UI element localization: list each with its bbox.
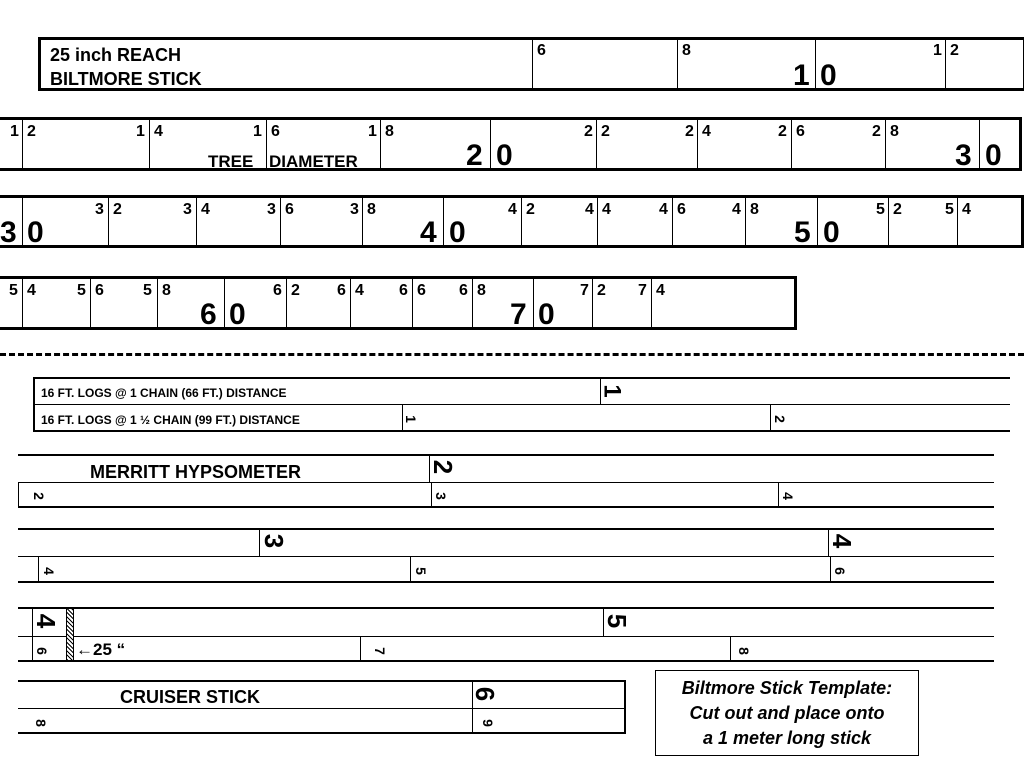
- tick-18: [380, 120, 381, 168]
- tick-label: 4: [656, 282, 665, 299]
- tick-label: 2: [893, 201, 902, 218]
- tick-label: 4: [732, 201, 741, 218]
- tick-66: [412, 279, 413, 327]
- tick-26: [791, 120, 792, 168]
- note-line1: Biltmore Stick Template:: [681, 678, 893, 698]
- tick-label: 2: [950, 42, 959, 59]
- log-row2-label: 16 FT. LOGS @ 1 ½ CHAIN (99 FT.) DISTANCE: [41, 413, 300, 427]
- merritt-bottom-mark: 3: [432, 492, 449, 500]
- merritt-tick: [830, 557, 831, 581]
- tick-label: 4: [659, 201, 668, 218]
- cruiser-bottom-mark: 8: [32, 719, 49, 727]
- merritt-bottom-mark: 5: [412, 567, 429, 575]
- tick-label: 5: [9, 282, 18, 299]
- merritt-strip-1: [18, 454, 994, 508]
- tick-label: 4: [508, 201, 517, 218]
- merritt-tick: [38, 557, 39, 581]
- tick-56: [90, 279, 91, 327]
- tick-label: 4: [355, 282, 364, 299]
- tick-54: [957, 198, 958, 245]
- tick-label: 6: [796, 123, 805, 140]
- log-strip: [33, 377, 1010, 432]
- merritt-tick: [778, 483, 779, 506]
- merritt-top-mark: 4: [827, 533, 858, 549]
- cruiser-top-mark: 6: [470, 686, 501, 702]
- tick-12: [945, 40, 946, 88]
- tick-6: [532, 40, 533, 88]
- tick-38: [362, 198, 363, 245]
- merritt-tick: [410, 557, 411, 581]
- big-digit: 0: [449, 216, 466, 249]
- tick-label: 4: [585, 201, 594, 218]
- 25-inch-mark: [66, 609, 74, 660]
- tick-22: [596, 120, 597, 168]
- tick-label: 2: [27, 123, 36, 140]
- tick-28: [885, 120, 886, 168]
- tick-34: [196, 198, 197, 245]
- tick-label: 3: [350, 201, 359, 218]
- tick-label: 5: [876, 201, 885, 218]
- tick-72: [592, 279, 593, 327]
- tick-74: [651, 279, 652, 327]
- tick-label: 1: [368, 123, 377, 140]
- big-digit: 0: [229, 298, 246, 331]
- tick-30: [979, 120, 980, 168]
- merritt-strip-2: [18, 528, 994, 583]
- merritt-top-mark: 4: [31, 613, 62, 629]
- big-digit: 6: [200, 298, 217, 331]
- diameter-label: DIAMETER: [269, 152, 358, 171]
- tick-label: 8: [367, 201, 376, 218]
- tick-label: 8: [477, 282, 486, 299]
- log-row1-mark: 1: [598, 384, 626, 398]
- tick-46: [672, 198, 673, 245]
- merritt-strip-3: [18, 607, 994, 662]
- merritt-bottom-mark: 4: [40, 567, 57, 575]
- tick-62: [286, 279, 287, 327]
- tick-label: 2: [601, 123, 610, 140]
- tick-label: 6: [337, 282, 346, 299]
- tick-label: 5: [77, 282, 86, 299]
- instruction-note: [655, 670, 919, 756]
- merritt-top-mark: 3: [259, 533, 290, 549]
- tick-label: 1: [136, 123, 145, 140]
- log-divider: [35, 404, 1010, 405]
- tick-label: 7: [638, 282, 647, 299]
- note-line2: Cut out and place onto: [689, 703, 885, 723]
- merritt-tick: [360, 637, 361, 660]
- tick-label: 2: [113, 201, 122, 218]
- tick-label: 6: [537, 42, 546, 59]
- tick-label: 6: [399, 282, 408, 299]
- merritt-bottom-mark: 8: [735, 647, 752, 655]
- tick-16: [266, 120, 267, 168]
- cruiser-divider: [18, 708, 624, 709]
- tick-label: 5: [945, 201, 954, 218]
- tick-label: 6: [271, 123, 280, 140]
- big-digit: 3: [0, 216, 17, 249]
- tick-24: [697, 120, 698, 168]
- tick-label: 4: [154, 123, 163, 140]
- tick-label: 7: [580, 282, 589, 299]
- biltmore-header-line1: 25 inch REACH: [50, 45, 182, 65]
- merritt-divider: [18, 556, 994, 557]
- tick-48: [745, 198, 746, 245]
- merritt-bottom-mark: 6: [33, 647, 50, 655]
- tick-label: 8: [750, 201, 759, 218]
- log-row1-label: 16 FT. LOGS @ 1 CHAIN (66 FT.) DISTANCE: [41, 386, 287, 400]
- 25-inch-arrow-label: ←25 “: [76, 640, 126, 659]
- tick-label: 6: [95, 282, 104, 299]
- big-digit: 0: [820, 59, 837, 92]
- merritt-divider: [18, 482, 994, 483]
- merritt-tick: [431, 483, 432, 506]
- tick-36: [280, 198, 281, 245]
- tick-label: 2: [872, 123, 881, 140]
- big-digit: 2: [466, 139, 483, 172]
- big-digit: 7: [510, 298, 527, 331]
- merritt-bottom-mark: 6: [831, 567, 848, 575]
- merritt-divider: [18, 636, 994, 637]
- merritt-tick: [18, 483, 19, 506]
- merritt-top-mark: 5: [602, 613, 633, 629]
- tick-label: 3: [267, 201, 276, 218]
- tick-8: [677, 40, 678, 88]
- tick-label: 2: [291, 282, 300, 299]
- tick-label: 1: [933, 42, 942, 59]
- big-digit: 5: [794, 216, 811, 249]
- log-row2-mark: 2: [771, 415, 788, 423]
- cruiser-strip: [18, 680, 626, 734]
- big-digit: 0: [985, 139, 1002, 172]
- tick-label: 4: [602, 201, 611, 218]
- tick-58: [157, 279, 158, 327]
- tick-label: 1: [253, 123, 262, 140]
- tick-label: 6: [417, 282, 426, 299]
- big-digit: 1: [793, 59, 810, 92]
- tick-14: [149, 120, 150, 168]
- big-digit: 0: [496, 139, 513, 172]
- tick-70: [533, 279, 534, 327]
- cruiser-title: CRUISER STICK: [120, 687, 261, 707]
- big-digit: 0: [823, 216, 840, 249]
- tick-label: 4: [201, 201, 210, 218]
- merritt-bottom-mark: 2: [30, 492, 47, 500]
- tick-label: 6: [459, 282, 468, 299]
- tick-label: 5: [143, 282, 152, 299]
- tick-label: 4: [27, 282, 36, 299]
- tick-label: 3: [183, 201, 192, 218]
- tick-42: [521, 198, 522, 245]
- tree-label: TREE: [208, 152, 254, 171]
- tick-label: 8: [682, 42, 691, 59]
- tick-20: [490, 120, 491, 168]
- tick-label: 2: [597, 282, 606, 299]
- tick-50: [817, 198, 818, 245]
- cut-line: [0, 353, 1024, 356]
- big-digit: 0: [27, 216, 44, 249]
- big-digit: 0: [538, 298, 555, 331]
- tick-label: 3: [95, 201, 104, 218]
- big-digit: 4: [420, 216, 437, 249]
- big-digit: 3: [955, 139, 972, 172]
- tick-label: 2: [778, 123, 787, 140]
- tick-64: [350, 279, 351, 327]
- merritt-top-mark: 2: [428, 459, 459, 475]
- tick-12: [22, 120, 23, 168]
- tick-52: [888, 198, 889, 245]
- tick-label: 1: [10, 123, 19, 140]
- tick-30: [22, 198, 23, 245]
- merritt-title: MERRITT HYPSOMETER: [90, 462, 302, 482]
- tick-label: 4: [702, 123, 711, 140]
- biltmore-header-line2: BILTMORE STICK: [50, 69, 202, 89]
- log-tick-1-5b: [770, 405, 771, 430]
- tick-44: [597, 198, 598, 245]
- tick-label: 4: [962, 201, 971, 218]
- note-line3: a 1 meter long stick: [702, 728, 872, 748]
- biltmore-strip-1: [38, 37, 1024, 91]
- tick-label: 2: [526, 201, 535, 218]
- tick-label: 8: [890, 123, 899, 140]
- biltmore-strip-2: [0, 117, 1022, 171]
- tick-label: 8: [162, 282, 171, 299]
- merritt-bottom-mark: 7: [371, 647, 388, 655]
- tick-54: [22, 279, 23, 327]
- tick-32: [108, 198, 109, 245]
- biltmore-strip-4: [0, 276, 797, 330]
- tick-60: [224, 279, 225, 327]
- tick-label: 2: [584, 123, 593, 140]
- tick-10: [815, 40, 816, 88]
- cruiser-bottom-mark: 9: [479, 719, 496, 727]
- tick-68: [472, 279, 473, 327]
- log-row2-mark: 1: [402, 415, 419, 423]
- merritt-bottom-mark: 4: [779, 492, 796, 500]
- tick-label: 8: [385, 123, 394, 140]
- tick-label: 6: [285, 201, 294, 218]
- tick-label: 6: [273, 282, 282, 299]
- biltmore-strip-3: [0, 195, 1024, 248]
- tick-label: 2: [685, 123, 694, 140]
- tick-40: [443, 198, 444, 245]
- tick-label: 6: [677, 201, 686, 218]
- merritt-tick: [730, 637, 731, 660]
